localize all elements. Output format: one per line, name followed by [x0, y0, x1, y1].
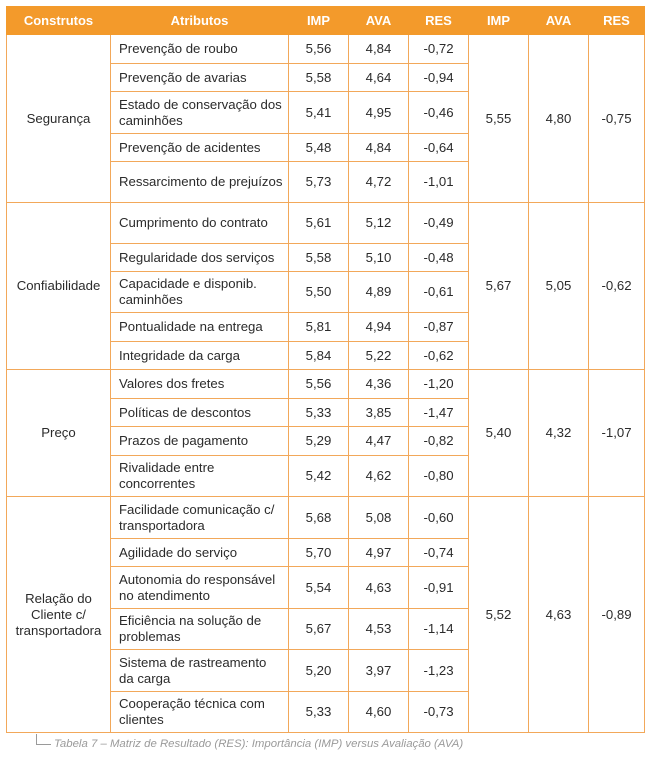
header-cell: Atributos — [111, 7, 289, 35]
res-cell: -0,94 — [409, 64, 469, 92]
imp-cell: 5,54 — [289, 567, 349, 609]
attribute-cell: Eficiência na solução de problemas — [111, 609, 289, 650]
attribute-cell: Prevenção de acidentes — [111, 134, 289, 162]
caption-marker — [36, 734, 51, 745]
construct-cell: Segurança — [7, 35, 111, 203]
res-cell: -0,91 — [409, 567, 469, 609]
attribute-cell: Sistema de rastreamento da carga — [111, 650, 289, 692]
results-table — [6, 6, 645, 733]
res-cell: -0,64 — [409, 134, 469, 162]
construct-imp-cell: 5,67 — [469, 203, 529, 370]
imp-cell: 5,29 — [289, 427, 349, 456]
imp-cell: 5,58 — [289, 64, 349, 92]
ava-cell: 5,10 — [349, 244, 409, 272]
header-cell: IMP — [469, 7, 529, 35]
attribute-cell: Regularidade dos serviços — [111, 244, 289, 272]
imp-cell: 5,67 — [289, 609, 349, 650]
table-row — [7, 497, 645, 539]
imp-cell: 5,33 — [289, 692, 349, 733]
table-caption: Tabela 7 – Matriz de Resultado (RES): Importância (IMP) versus Avaliação (AVA) — [54, 738, 464, 750]
attribute-cell: Políticas de descontos — [111, 399, 289, 427]
res-cell: -1,14 — [409, 609, 469, 650]
header-row — [7, 7, 645, 35]
res-cell: -0,60 — [409, 497, 469, 539]
ava-cell: 4,53 — [349, 609, 409, 650]
header-cell: IMP — [289, 7, 349, 35]
ava-cell: 4,89 — [349, 272, 409, 313]
ava-cell: 3,85 — [349, 399, 409, 427]
attribute-cell: Autonomia do responsável no atendimento — [111, 567, 289, 609]
table-row — [7, 35, 645, 64]
imp-cell: 5,58 — [289, 244, 349, 272]
construct-ava-cell: 5,05 — [529, 203, 589, 370]
header-cell: Construtos — [7, 7, 111, 35]
res-cell: -0,46 — [409, 92, 469, 134]
construct-res-cell: -0,75 — [589, 35, 645, 203]
construct-res-cell: -0,62 — [589, 203, 645, 370]
attribute-cell: Cumprimento do contrato — [111, 203, 289, 244]
ava-cell: 3,97 — [349, 650, 409, 692]
construct-ava-cell: 4,80 — [529, 35, 589, 203]
imp-cell: 5,68 — [289, 497, 349, 539]
attribute-cell: Integridade da carga — [111, 342, 289, 370]
imp-cell: 5,50 — [289, 272, 349, 313]
construct-cell: Preço — [7, 370, 111, 497]
attribute-cell: Ressarcimento de prejuízos — [111, 162, 289, 203]
construct-cell: Confiabilidade — [7, 203, 111, 370]
imp-cell: 5,73 — [289, 162, 349, 203]
attribute-cell: Prevenção de avarias — [111, 64, 289, 92]
table-row — [7, 203, 645, 244]
imp-cell: 5,41 — [289, 92, 349, 134]
res-cell: -1,20 — [409, 370, 469, 399]
ava-cell: 4,47 — [349, 427, 409, 456]
attribute-cell: Agilidade do serviço — [111, 539, 289, 567]
construct-cell: Relação do Cliente c/ transportadora — [7, 497, 111, 733]
imp-cell: 5,42 — [289, 456, 349, 497]
res-cell: -0,62 — [409, 342, 469, 370]
imp-cell: 5,56 — [289, 35, 349, 64]
construct-res-cell: -1,07 — [589, 370, 645, 497]
res-cell: -0,72 — [409, 35, 469, 64]
res-cell: -0,80 — [409, 456, 469, 497]
res-cell: -0,48 — [409, 244, 469, 272]
attribute-cell: Rivalidade entre concorrentes — [111, 456, 289, 497]
attribute-cell: Prazos de pagamento — [111, 427, 289, 456]
res-cell: -1,47 — [409, 399, 469, 427]
ava-cell: 4,84 — [349, 134, 409, 162]
ava-cell: 4,84 — [349, 35, 409, 64]
construct-res-cell: -0,89 — [589, 497, 645, 733]
res-cell: -0,61 — [409, 272, 469, 313]
res-cell: -0,74 — [409, 539, 469, 567]
ava-cell: 5,12 — [349, 203, 409, 244]
imp-cell: 5,33 — [289, 399, 349, 427]
res-cell: -0,73 — [409, 692, 469, 733]
construct-imp-cell: 5,52 — [469, 497, 529, 733]
ava-cell: 4,63 — [349, 567, 409, 609]
ava-cell: 4,94 — [349, 313, 409, 342]
ava-cell: 4,60 — [349, 692, 409, 733]
table-row — [7, 370, 645, 399]
ava-cell: 4,36 — [349, 370, 409, 399]
ava-cell: 4,64 — [349, 64, 409, 92]
ava-cell: 4,97 — [349, 539, 409, 567]
res-cell: -0,87 — [409, 313, 469, 342]
attribute-cell: Capacidade e disponib. caminhões — [111, 272, 289, 313]
res-cell: -1,01 — [409, 162, 469, 203]
attribute-cell: Valores dos fretes — [111, 370, 289, 399]
header-cell: AVA — [529, 7, 589, 35]
imp-cell: 5,56 — [289, 370, 349, 399]
header-cell: RES — [589, 7, 645, 35]
imp-cell: 5,81 — [289, 313, 349, 342]
imp-cell: 5,84 — [289, 342, 349, 370]
ava-cell: 4,72 — [349, 162, 409, 203]
ava-cell: 5,22 — [349, 342, 409, 370]
imp-cell: 5,70 — [289, 539, 349, 567]
res-cell: -0,49 — [409, 203, 469, 244]
header-cell: AVA — [349, 7, 409, 35]
attribute-cell: Facilidade comunicação c/ transportadora — [111, 497, 289, 539]
ava-cell: 4,62 — [349, 456, 409, 497]
attribute-cell: Cooperação técnica com clientes — [111, 692, 289, 733]
construct-ava-cell: 4,63 — [529, 497, 589, 733]
attribute-cell: Estado de conservação dos caminhões — [111, 92, 289, 134]
imp-cell: 5,20 — [289, 650, 349, 692]
attribute-cell: Pontualidade na entrega — [111, 313, 289, 342]
res-cell: -1,23 — [409, 650, 469, 692]
ava-cell: 5,08 — [349, 497, 409, 539]
construct-ava-cell: 4,32 — [529, 370, 589, 497]
attribute-cell: Prevenção de roubo — [111, 35, 289, 64]
construct-imp-cell: 5,40 — [469, 370, 529, 497]
res-cell: -0,82 — [409, 427, 469, 456]
imp-cell: 5,48 — [289, 134, 349, 162]
ava-cell: 4,95 — [349, 92, 409, 134]
imp-cell: 5,61 — [289, 203, 349, 244]
header-cell: RES — [409, 7, 469, 35]
construct-imp-cell: 5,55 — [469, 35, 529, 203]
